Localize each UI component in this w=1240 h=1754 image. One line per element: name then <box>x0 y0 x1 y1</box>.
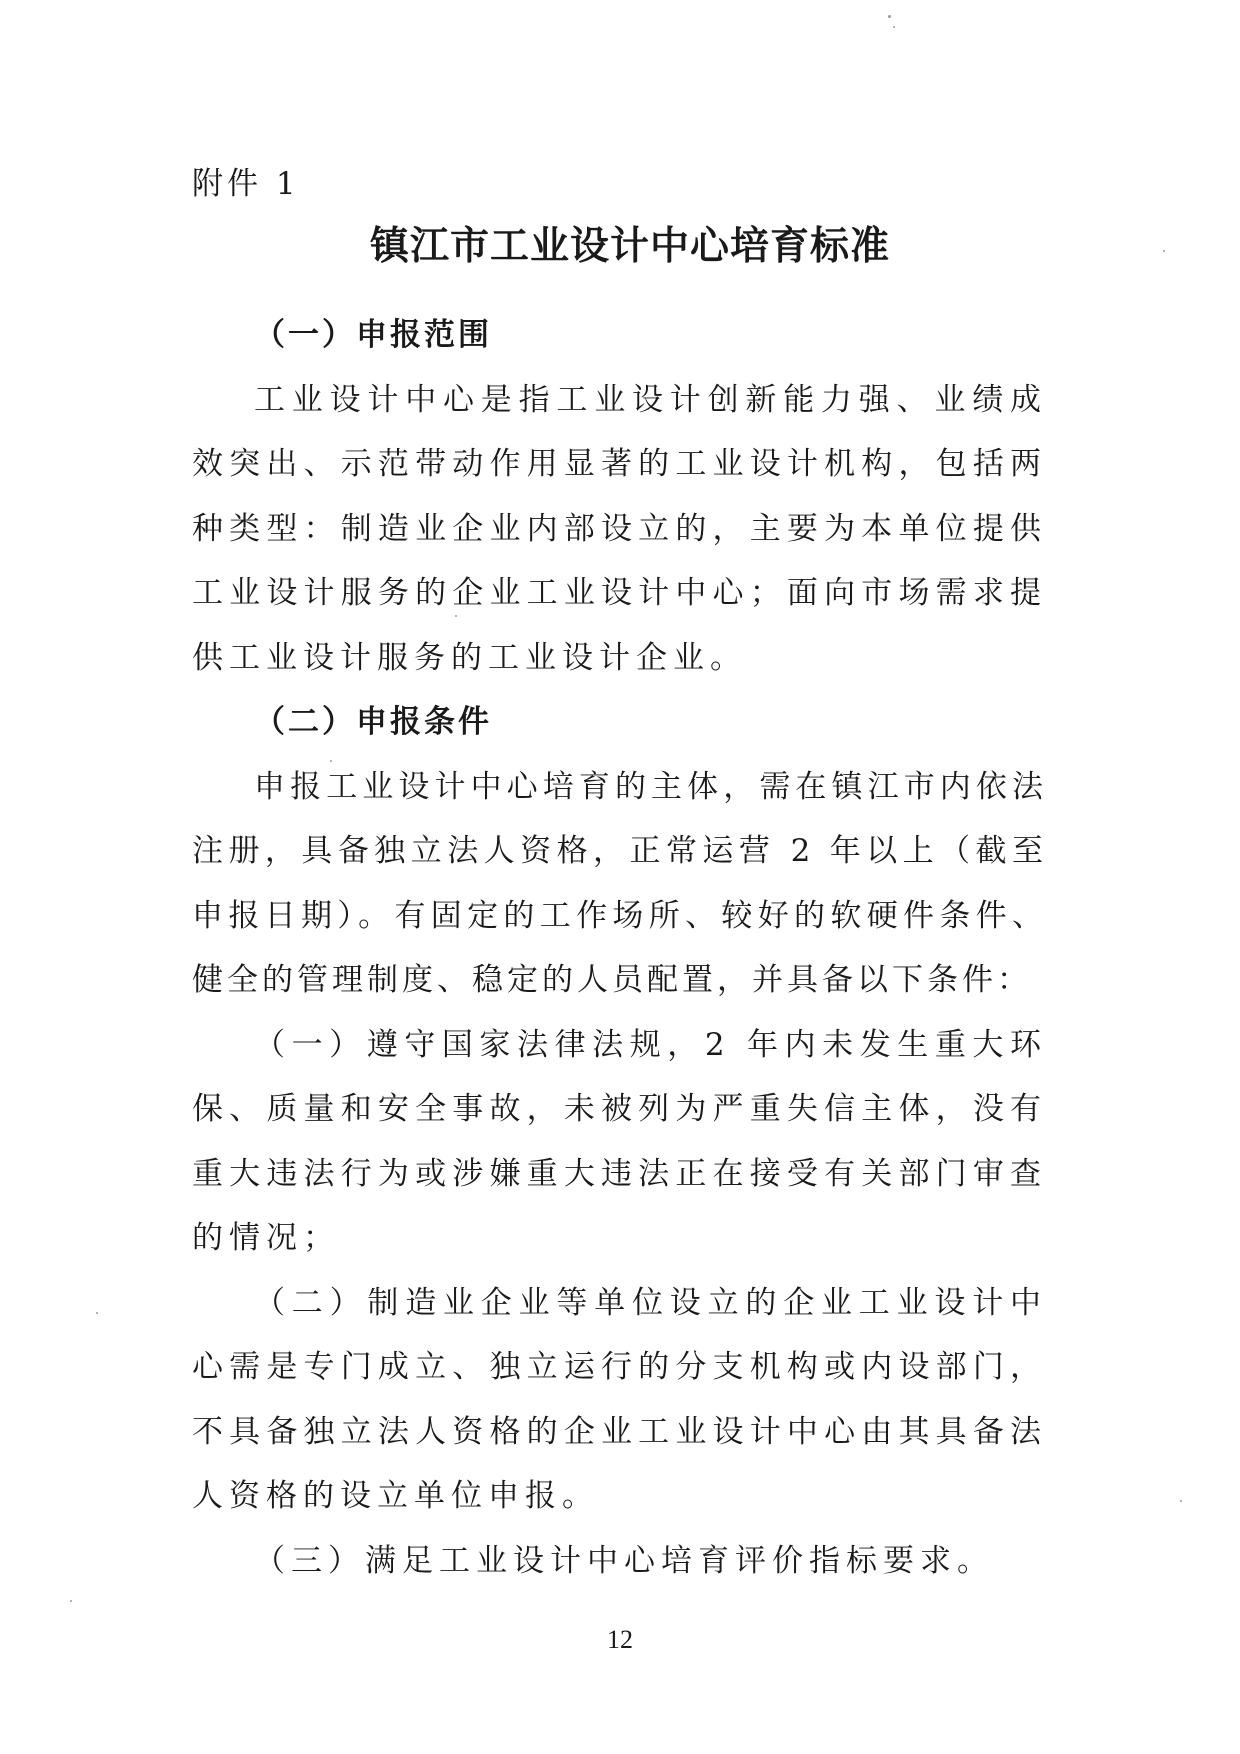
scan-speck <box>1163 250 1165 252</box>
document-body <box>192 303 1047 1593</box>
section-heading-conditions: （二）申报条件 <box>254 704 492 740</box>
document-title: 镇江市工业设计中心培育标准 <box>369 223 890 269</box>
scan-speck <box>888 15 891 18</box>
section-heading-scope: （一）申报范围 <box>254 317 492 353</box>
paragraph-conditions-intro: 申报工业设计中心培育的主体，需在镇江市内依法注册，具备独立法人资格，正常运营 2 年以上（截至申报日期）。有固定的工作场所、较好的软硬件条件、健全的管理制度、稳定的人员配置，并具备以下条件： <box>192 768 1047 998</box>
paragraph-scope-definition: 工业设计中心是指工业设计创新能力强、业绩成效突出、示范带动作用显著的工业设计机构，包括两种类型：制造业企业内部设立的，主要为本单位提供工业设计服务的企业工业设计中心；面向市场需求提供工业设计服务的工业设计企业。 <box>192 381 1047 676</box>
attachment-label: 附件 1 <box>192 166 300 202</box>
scan-speck <box>1180 1500 1182 1502</box>
scan-speck <box>330 760 332 762</box>
paragraph-condition-3: （三）满足工业设计中心培育评价指标要求。 <box>254 1542 994 1579</box>
scan-speck <box>893 26 895 28</box>
scan-speck <box>70 1600 72 1602</box>
scan-speck <box>96 1312 98 1314</box>
page-number: 12 <box>607 1625 633 1654</box>
scan-speck <box>455 615 457 617</box>
paragraph-condition-2: （二）制造业企业等单位设立的企业工业设计中心需是专门成立、独立运行的分支机构或内设部门，不具备独立法人资格的企业工业设计中心由其具备法人资格的设立单位申报。 <box>192 1284 1047 1514</box>
paragraph-condition-1: （一）遵守国家法律法规，2 年内未发生重大环保、质量和安全事故，未被列为严重失信主体，没有重大违法行为或涉嫌重大违法正在接受有关部门审查的情况； <box>192 1026 1047 1256</box>
